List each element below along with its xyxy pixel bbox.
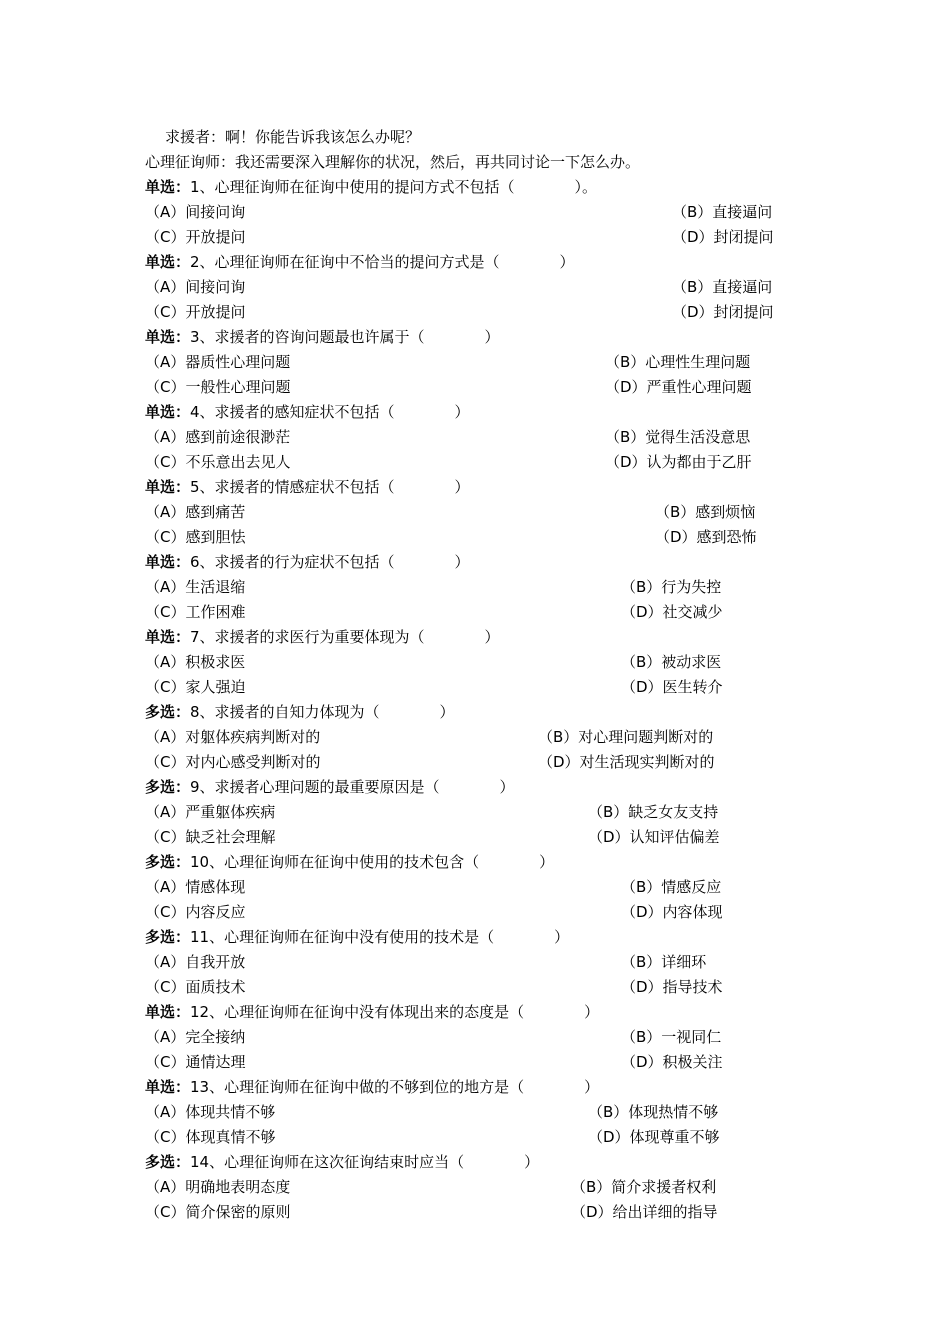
option-c: （C）体现真情不够 — [145, 1128, 276, 1146]
question-type: 单选： — [145, 628, 191, 646]
question-stem — [145, 1075, 599, 1099]
question-type: 单选： — [145, 253, 191, 271]
question-text: 1、心理征询师在征询中使用的提问方式不包括（ ）。 — [190, 178, 598, 196]
dialog-line: 求援者：啊！你能告诉我该怎么办呢？ — [165, 128, 421, 146]
question-type: 单选： — [145, 478, 191, 496]
option-b: （B）直接逼问 — [672, 203, 773, 221]
option-a: （A）感到痛苦 — [145, 503, 246, 521]
option-d: （D）严重性心理问题 — [605, 378, 752, 396]
question-text: 7、求援者的求医行为重要体现为（ ） — [190, 628, 500, 646]
option-d: （D）对生活现实判断对的 — [538, 753, 715, 771]
question-text: 9、求援者心理问题的最重要原因是（ ） — [190, 778, 515, 796]
question-type: 单选： — [145, 553, 191, 571]
option-a: （A）严重躯体疾病 — [145, 803, 276, 821]
option-b: （B）行为失控 — [621, 578, 722, 596]
option-b: （B）感到烦恼 — [655, 503, 756, 521]
option-a: （A）间接问询 — [145, 278, 246, 296]
option-b: （B）情感反应 — [621, 878, 722, 896]
option-d: （D）积极关注 — [621, 1053, 723, 1071]
question-stem — [145, 775, 515, 799]
option-c: （C）工作困难 — [145, 603, 246, 621]
question-stem — [145, 1150, 539, 1174]
option-b: （B）一视同仁 — [621, 1028, 722, 1046]
question-stem — [145, 475, 470, 499]
question-type: 单选： — [145, 403, 191, 421]
option-c: （C）面质技术 — [145, 978, 246, 996]
question-text: 10、心理征询师在征询中使用的技术包含（ ） — [190, 853, 555, 871]
question-text: 13、心理征询师在征询中做的不够到位的地方是（ ） — [190, 1078, 600, 1096]
option-a: （A）器质性心理问题 — [145, 353, 291, 371]
question-type: 多选： — [145, 853, 191, 871]
question-type: 多选： — [145, 1153, 191, 1171]
option-b: （B）体现热情不够 — [588, 1103, 719, 1121]
question-text: 5、求援者的情感症状不包括（ ） — [190, 478, 470, 496]
question-stem — [145, 250, 575, 274]
option-c: （C）开放提问 — [145, 303, 246, 321]
question-type: 单选： — [145, 1003, 191, 1021]
option-d: （D）体现尊重不够 — [588, 1128, 720, 1146]
option-c: （C）对内心感受判断对的 — [145, 753, 321, 771]
option-b: （B）觉得生活没意思 — [605, 428, 751, 446]
question-text: 3、求援者的咨询问题最也许属于（ ） — [190, 328, 500, 346]
question-type: 单选： — [145, 328, 191, 346]
option-a: （A）感到前途很渺茫 — [145, 428, 291, 446]
question-stem — [145, 175, 597, 199]
option-a: （A）情感体现 — [145, 878, 246, 896]
question-text: 8、求援者的自知力体现为（ ） — [190, 703, 455, 721]
option-a: （A）自我开放 — [145, 953, 246, 971]
question-text: 4、求援者的感知症状不包括（ ） — [190, 403, 470, 421]
option-c: （C）家人强迫 — [145, 678, 246, 696]
option-d: （D）社交减少 — [621, 603, 723, 621]
question-stem — [145, 325, 500, 349]
option-d: （D）内容体现 — [621, 903, 723, 921]
question-type: 多选： — [145, 703, 191, 721]
option-d: （D）医生转介 — [621, 678, 723, 696]
option-b: （B）直接逼问 — [672, 278, 773, 296]
option-d: （D）感到恐怖 — [655, 528, 757, 546]
option-c: （C）感到胆怯 — [145, 528, 246, 546]
option-c: （C）缺乏社会理解 — [145, 828, 276, 846]
option-d: （D）给出详细的指导 — [571, 1203, 718, 1221]
option-b: （B）心理性生理问题 — [605, 353, 751, 371]
question-text: 2、心理征询师在征询中不恰当的提问方式是（ ） — [190, 253, 575, 271]
option-b: （B）缺乏女友支持 — [588, 803, 719, 821]
option-a: （A）生活退缩 — [145, 578, 246, 596]
option-c: （C）一般性心理问题 — [145, 378, 291, 396]
question-stem — [145, 550, 470, 574]
question-stem — [145, 1000, 599, 1024]
option-c: （C）不乐意出去见人 — [145, 453, 291, 471]
option-c: （C）开放提问 — [145, 228, 246, 246]
option-a: （A）体现共情不够 — [145, 1103, 276, 1121]
question-stem — [145, 400, 470, 424]
question-type: 多选： — [145, 928, 191, 946]
option-c: （C）通情达理 — [145, 1053, 246, 1071]
option-b: （B）简介求援者权利 — [571, 1178, 717, 1196]
question-text: 6、求援者的行为症状不包括（ ） — [190, 553, 470, 571]
option-d: （D）封闭提问 — [672, 228, 774, 246]
option-a: （A）积极求医 — [145, 653, 246, 671]
question-text: 14、心理征询师在这次征询结束时应当（ ） — [190, 1153, 540, 1171]
question-type: 单选： — [145, 178, 191, 196]
question-text: 11、心理征询师在征询中没有使用的技术是（ ） — [190, 928, 570, 946]
option-a: （A）明确地表明态度 — [145, 1178, 291, 1196]
question-stem — [145, 700, 455, 724]
option-a: （A）完全接纳 — [145, 1028, 246, 1046]
question-text: 12、心理征询师在征询中没有体现出来的态度是（ ） — [190, 1003, 600, 1021]
question-stem — [145, 925, 569, 949]
option-a: （A）对躯体疾病判断对的 — [145, 728, 321, 746]
question-type: 多选： — [145, 778, 191, 796]
question-type: 单选： — [145, 1078, 191, 1096]
option-b: （B）对心理问题判断对的 — [538, 728, 714, 746]
dialog-line: 心理征询师：我还需要深入理解你的状况，然后，再共同讨论一下怎么办。 — [145, 153, 641, 171]
question-stem — [145, 850, 554, 874]
option-c: （C）内容反应 — [145, 903, 246, 921]
option-c: （C）简介保密的原则 — [145, 1203, 291, 1221]
option-d: （D）封闭提问 — [672, 303, 774, 321]
option-a: （A）间接问询 — [145, 203, 246, 221]
question-stem — [145, 625, 500, 649]
option-d: （D）认知评估偏差 — [588, 828, 720, 846]
option-b: （B）详细环 — [621, 953, 707, 971]
option-b: （B）被动求医 — [621, 653, 722, 671]
option-d: （D）指导技术 — [621, 978, 723, 996]
option-d: （D）认为都由于乙肝 — [605, 453, 752, 471]
